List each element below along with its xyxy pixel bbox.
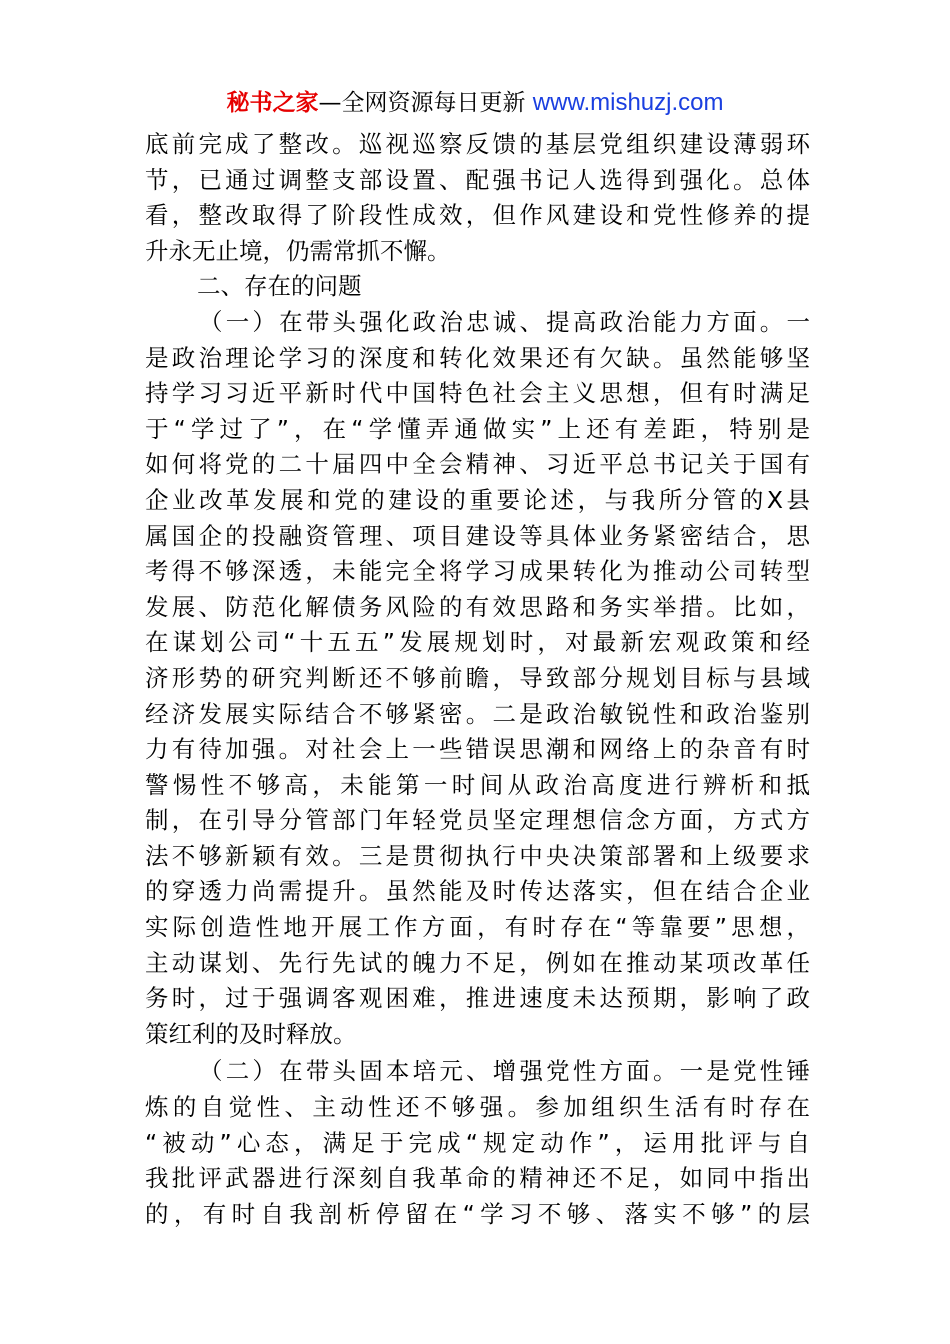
text-line: 考得不够深透，未能完全将学习成果转化为推动公司转型	[145, 557, 810, 586]
text-line: 节，已通过调整支部设置、配强书记人选得到强化。总体	[145, 165, 810, 194]
text-line: 于“学过了”，在“学懂弄通做实”上还有差距，特别是	[145, 414, 810, 443]
text-line: 制，在引导分管部门年轻党员坚定理想信念方面，方式方	[145, 806, 810, 835]
text-line: 是政治理论学习的深度和转化效果还有欠缺。虽然能够坚	[145, 343, 810, 372]
text-line: 炼的自觉性、主动性还不够强。参加组织生活有时存在	[145, 1093, 810, 1122]
text-line: 底前完成了整改。巡视巡察反馈的基层党组织建设薄弱环	[145, 130, 810, 158]
text-line: 我批评武器进行深刻自我革命的精神还不足，如同中指出	[145, 1164, 810, 1193]
text-line: 持学习习近平新时代中国特色社会主义思想，但有时满足	[145, 379, 810, 408]
text-line: 主动谋划、先行先试的魄力不足，例如在推动某项改革任	[145, 948, 810, 977]
text-line: 企业改革发展和党的建设的重要论述，与我所分管的X县	[145, 485, 810, 514]
text-line: 策红利的及时释放。	[145, 1019, 357, 1048]
text-line: 的，有时自我剖析停留在“学习不够、落实不够”的层	[145, 1199, 810, 1228]
text-line: 看，整改取得了阶段性成效，但作风建设和党性修养的提	[145, 201, 810, 230]
text-line: 法不够新颖有效。三是贯彻执行中央决策部署和上级要求	[145, 841, 810, 870]
paragraph-first-line: （二）在带头固本培元、增强党性方面。一是党性锤	[199, 1057, 810, 1086]
header-tagline: —全网资源每日更新	[318, 90, 533, 116]
text-line: 力有待加强。对社会上一些错误思潮和网络上的杂音有时	[145, 735, 810, 764]
text-line: 属国企的投融资管理、项目建设等具体业务紧密结合，思	[145, 521, 810, 550]
text-line: 发展、防范化解债务风险的有效思路和务实举措。比如，	[145, 592, 810, 621]
text-line: 经济发展实际结合不够紧密。二是政治敏锐性和政治鉴别	[145, 699, 810, 728]
paragraph-first-line: （一）在带头强化政治忠诚、提高政治能力方面。一	[199, 307, 810, 336]
section-heading: 二、存在的问题	[197, 272, 362, 301]
text-line: 升永无止境，仍需常抓不懈。	[145, 236, 451, 265]
text-line: “被动”心态，满足于完成“规定动作”，运用批评与自	[145, 1128, 810, 1157]
text-line: 济形势的研究判断还不够前瞻，导致部分规划目标与县域	[145, 663, 810, 692]
text-line: 在谋划公司“十五五”发展规划时，对最新宏观政策和经	[145, 628, 810, 657]
document-body	[145, 127, 810, 1232]
text-line: 务时，过于强调客观困难，推进速度未达预期，影响了政	[145, 984, 810, 1013]
text-line: 实际创造性地开展工作方面，有时存在“等靠要”思想，	[145, 913, 810, 942]
page-header	[0, 86, 950, 120]
text-line: 的穿透力尚需提升。虽然能及时传达落实，但在结合企业	[145, 877, 810, 906]
site-url-link[interactable]: www.mishuzj.com	[532, 89, 724, 116]
brand-name: 秘书之家	[226, 90, 319, 116]
text-line: 如何将党的二十届四中全会精神、习近平总书记关于国有	[145, 450, 810, 479]
text-line: 警惕性不够高，未能第一时间从政治高度进行辨析和抵	[145, 770, 810, 799]
